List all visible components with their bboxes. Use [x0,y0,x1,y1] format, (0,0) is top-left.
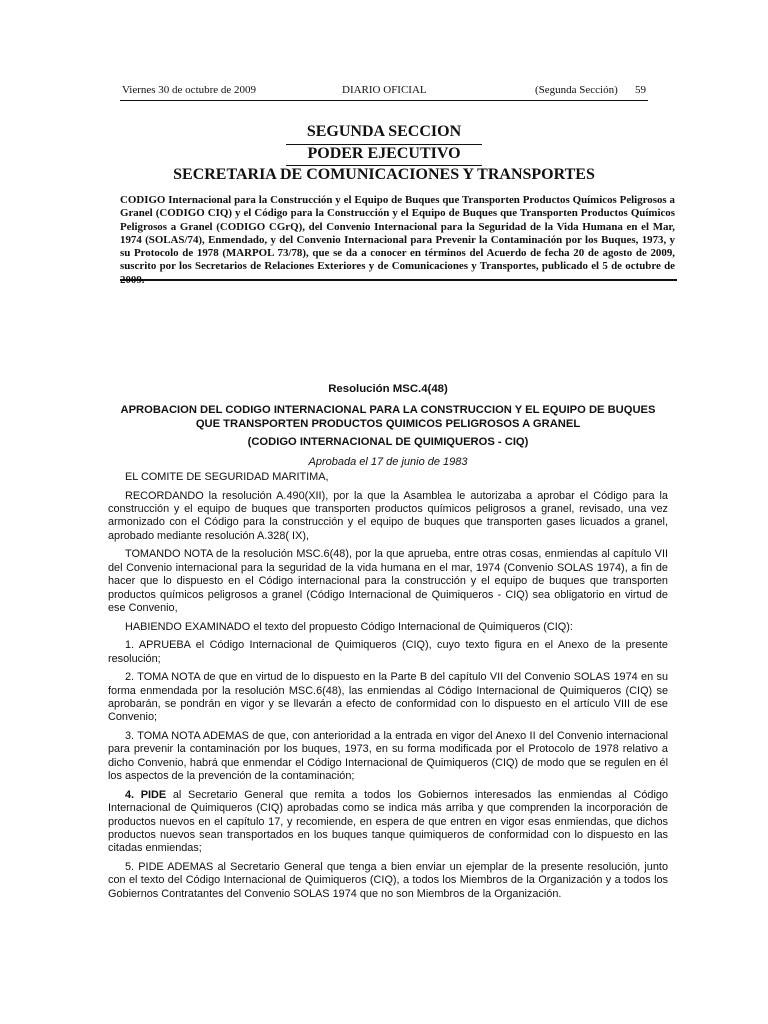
examined-text: el texto del propuesto Código Internacional de Quimiqueros (CIQ): [250,620,573,633]
item-1-lead: 1. APRUEBA [125,639,191,652]
item-4-text: al Secretario General que remita a todos los Gobiernos interesados las enmiendas al Código Internacional de Quimiqueros (CIQ) aprobadas como se indica más arriba y que comprenden la incorporación de productos nuevos en el capítulo 17, y recomiende, en espera de que entren en vigor esas enmiendas, que dichos productos nuevos sean transportados en los buques tanque quimiqueros de conformidad con lo dispuesto en las citadas enmiendas; [108,788,668,855]
item-3-paragraph [108,730,668,784]
summary-rule [120,279,677,281]
item-2-text: de que en virtud de lo dispuesto en la Parte B del capítulo VII del Convenio SOLAS 1974 en su forma enmendada por la resolución MSC.6(48), las enmiendas al Código Internacional de Quimiqueros (CIQ) se aprobarán, se pondrán en vigor y se llevarán a efecto de conformidad con lo dispuesto en el artículo VIII de ese Convenio; [108,671,668,724]
section-title: SEGUNDA SECCION [306,123,462,140]
approval-date: Aprobada el 17 de junio de 1983 [308,456,468,468]
header-page-number: 59 [635,84,646,96]
item-1-text: el Código Internacional de Quimiqueros (CIQ), cuyo texto figura en el Anexo de la presente resolución; [108,639,668,665]
decree-summary: CODIGO Internacional para la Construcción y el Equipo de Buques que Transporten Productos Químicos Peligrosos a Granel (CODIGO CIQ) y el Código para la Construcción y el Equipo de Buques que Transporten Productos Químicos Peligrosos a Granel (CODIGO CGrQ), del Convenio Internacional para la Seguridad de la Vida Humana en el Mar, 1974 (SOLAS/74), Enmendado, y del Convenio Internacional para Prevenir la Contaminación por los Buques, 1973, y su Protocolo de 1978 (MARPOL 73/78), que se da a conocer en términos del Acuerdo de fecha 20 de agosto de 2009, suscrito por los Secretarios de Relaciones Exteriores y de Comunicaciones y Transportes, publicado el 5 de octubre de [120,194,675,273]
header-section: (Segunda Sección) [535,84,618,96]
item-5-paragraph [108,861,668,901]
noting-paragraph [108,548,668,615]
header-rule [120,100,648,101]
resolution-body [108,471,668,906]
resolution-number: Resolución MSC.4(48) [328,383,448,395]
item-3-lead: 3. TOMA NOTA ADEMAS [125,730,249,743]
item-3-text: de que, con anterioridad a la entrada en vigor del Anexo II del Convenio internacional para prevenir la contaminación por los buques, 1973, en su forma modificada por el Protocolo de 1978 relativo a dicho Convenio, habrá que enmendar el Código Internacional de Quimiqueros (CIQ) de modo que se regulen en él los aspectos de la prevención de la contaminación; [108,730,668,783]
running-header [122,84,646,100]
committee-paragraph: EL COMITE DE SEGURIDAD MARITIMA, [125,471,329,483]
noting-lead: TOMANDO NOTA [125,548,213,561]
item-4-lead: 4. PIDE [125,788,167,801]
recalling-paragraph [108,490,668,544]
item-2-paragraph [108,671,668,725]
item-2-lead: 2. TOMA NOTA [125,671,201,684]
resolution-title [108,403,668,431]
item-5-text: al Secretario General que tenga a bien enviar un ejemplar de la presente resolución, junto con el texto del Código Internacional de Quimiqueros (CIQ), a todos los Miembros de la Organización y a todos los Gobiernos Contratantes del Convenio SOLAS 1974 que no son Miembros de la Organización. [108,861,668,900]
recalling-text: la resolución A.490(XII), por la que la Asamblea le autorizaba a aprobar el Código para la construcción y el equipo de buques que transporten productos químicos peligrosos a granel, revisado, una vez armonizado con el Código para la construcción y el equipo de buques que transporten gases licuados a granel, aprobado mediante resolución A.328( IX), [108,489,668,542]
header-date: Viernes 30 de octubre de 2009 [122,84,257,96]
recalling-lead: RECORDANDO [125,489,204,502]
code-name: (CODIGO INTERNACIONAL DE QUIMIQUEROS - CIQ) [247,436,529,448]
ministry-title: SECRETARIA DE COMUNICACIONES Y TRANSPORTES [173,166,595,183]
item-5-lead: 5. PIDE ADEMAS [125,861,214,874]
examined-lead: HABIENDO EXAMINADO [125,620,251,633]
resolution-title-line-2: QUE TRANSPORTEN PRODUCTOS QUIMICOS PELIGROSOS A GRANEL [195,418,581,430]
header-publication: DIARIO OFICIAL [342,84,427,96]
resolution-title-line-1: APROBACION DEL CODIGO INTERNACIONAL PARA LA CONSTRUCCION Y EL EQUIPO DE BUQUES [120,404,656,416]
item-4-paragraph [108,789,668,856]
branch-title: PODER EJECUTIVO [307,145,461,162]
noting-text: de la resolución MSC.6(48), por la que aprueba, entre otras cosas, enmiendas al capítulo VII del Convenio internacional para la seguridad de la vida humana en el mar, 1974 (Convenio SOLAS 1974), a fin de hacer que lo dispuesto en el Código internacional para la construcción y el equipo de buques que transporten productos químicos peligrosos a granel (Código Internacional de Quimiqueros - CIQ) sea obligatorio en virtud de ese Convenio, [108,548,668,615]
item-1-paragraph [108,639,668,666]
examined-paragraph [108,621,668,634]
